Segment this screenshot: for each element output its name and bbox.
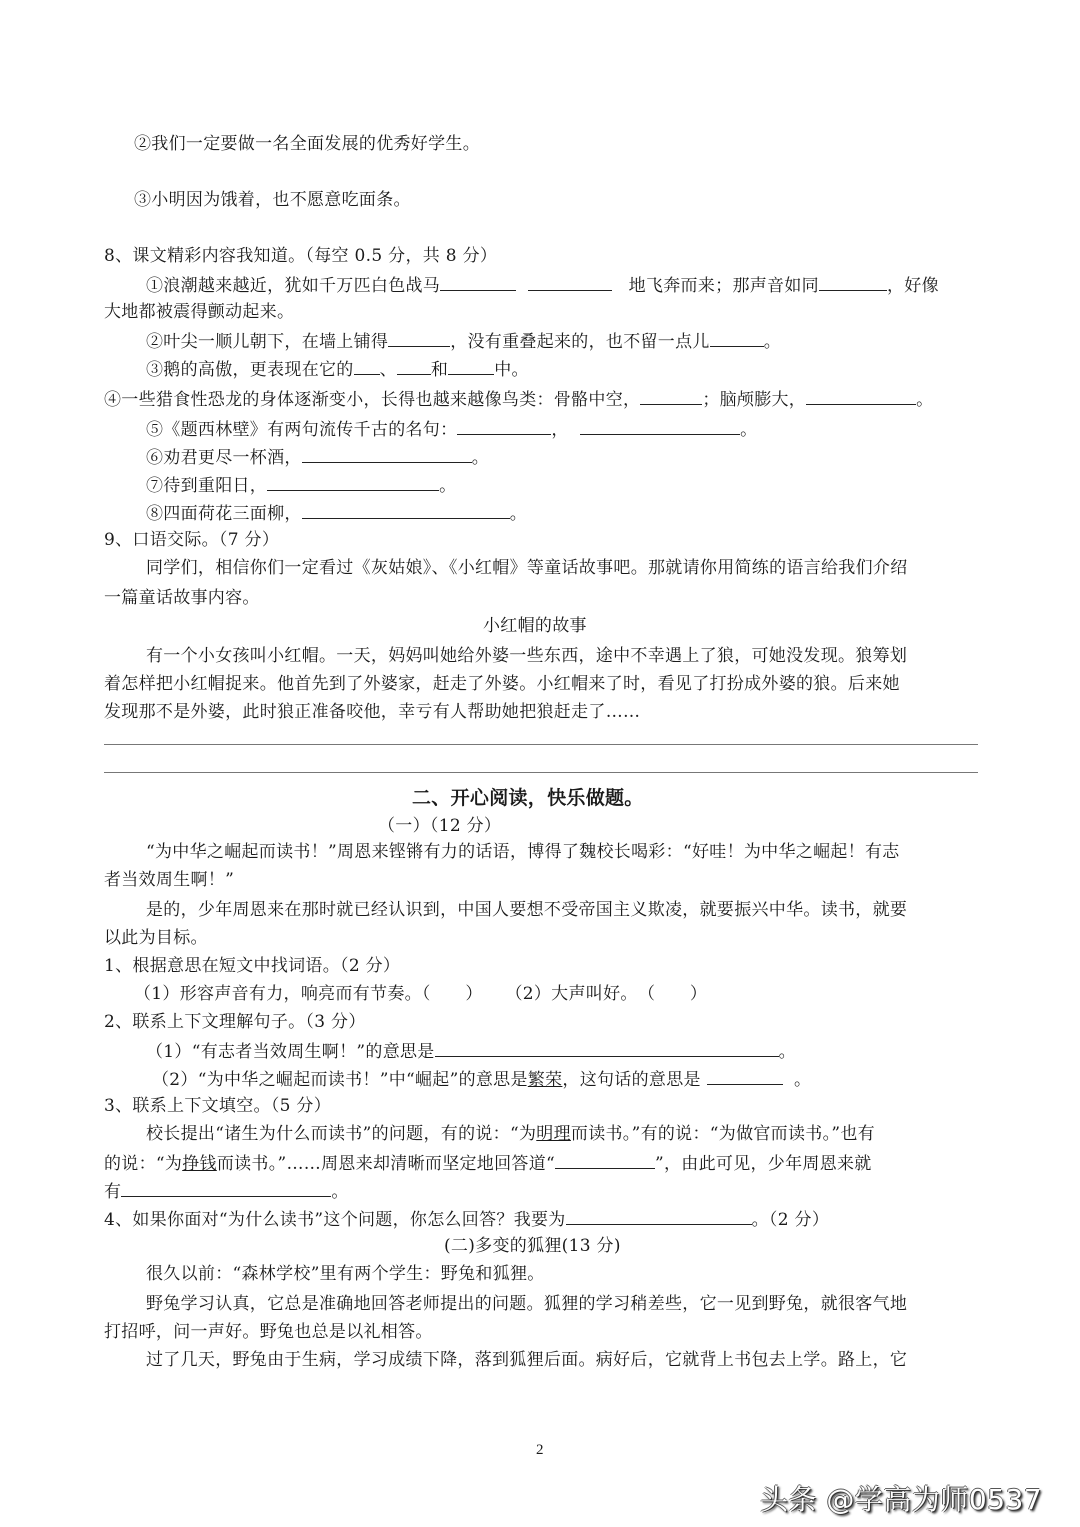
s2-q3-line-1-text-a: 校长提出“诸生为什么而读书”的问题，有的说：“为 (146, 1124, 537, 1144)
q8-item-7-text-a: ⑦待到重阳日， (146, 476, 268, 496)
passage-1-line-4: 以此为目标。 (104, 928, 208, 948)
q8-item-4-text-a: ④一些猎食性恐龙的身体逐渐变小，长得也越来越像鸟类：骨骼中空， (104, 390, 641, 410)
answer-blank[interactable] (580, 416, 740, 435)
q8-item-6-text-a: ⑥劝君更尽一杯酒， (146, 448, 302, 468)
answer-line[interactable] (104, 772, 978, 773)
answer-blank[interactable] (448, 356, 494, 375)
s2-q2-item-1-end: 。 (778, 1042, 796, 1062)
q8-item-1 (146, 272, 939, 298)
q9-prompt-line-2: 一篇童话故事内容。 (104, 588, 260, 608)
q8-item-1-cont: 大地都被震得颤动起来。 (104, 302, 295, 322)
part-2-title: (二)多变的狐狸(13 分) (444, 1236, 621, 1256)
q8-item-2-text-a: ②叶尖一顺儿朝下，在墙上铺得 (146, 332, 389, 352)
s2-q1-items (134, 982, 707, 1006)
story-line-3: 发现那不是外婆，此时狼正准备咬他，幸亏有人帮助她把狼赶走了…… (104, 702, 641, 722)
q8-item-6 (146, 444, 489, 470)
s2-q3-line-2-text-c: ”，由此可见，少年周恩来就 (655, 1154, 872, 1174)
s2-q3-line-3 (104, 1178, 349, 1204)
underlined-word: 明理 (536, 1124, 571, 1144)
underlined-word: 挣钱 (182, 1154, 217, 1174)
story-title: 小红帽的故事 (483, 616, 587, 636)
q8-item-5-text-c: 。 (740, 420, 758, 440)
q8-item-2-text-c: 。 (763, 332, 782, 352)
s2-q1-item-2: （2）大声叫好。 （ ） (505, 984, 708, 1004)
answer-blank[interactable] (528, 272, 612, 291)
s2-q3-line-2-text-a: 的说：“为 (104, 1154, 183, 1174)
s2-q2-title: 2、联系上下文理解句子。（3 分） (104, 1012, 366, 1032)
passage-1-line-3: 是的，少年周恩来在那时就已经认识到，中国人要想不受帝国主义欺凌，就要振兴中华。读书，就要 (146, 900, 908, 920)
q8-item-5 (146, 416, 757, 442)
answer-blank[interactable] (388, 328, 450, 347)
q8-item-4-text-b: ；脑颅膨大， (702, 390, 807, 410)
answer-blank[interactable] (121, 1178, 331, 1197)
passage-2-line-3: 打招呼，问一声好。野兔也总是以礼相答。 (104, 1322, 433, 1342)
q8-item-8-text-b: 。 (509, 504, 528, 524)
q8-item-3 (146, 356, 529, 382)
answer-blank[interactable] (457, 416, 551, 435)
passage-2-line-4: 过了几天，野兔由于生病，学习成绩下降，落到狐狸后面。病好后，它就背上书包去上学。路上，它 (146, 1350, 908, 1370)
answer-blank[interactable] (555, 1150, 655, 1169)
q9-title: 9、口语交际。（7 分） (104, 530, 280, 550)
s2-q4 (104, 1206, 829, 1232)
page-number: 2 (536, 1442, 544, 1458)
q8-item-1-text-c: ，好像 (886, 276, 939, 296)
q8-item-7 (146, 472, 456, 498)
q8-item-8-text-a: ⑧四面荷花三面柳， (146, 504, 302, 524)
answer-blank[interactable] (435, 1038, 779, 1057)
s2-q1-item-1: （1）形容声音有力，响亮而有节奏。（ ） (134, 984, 483, 1004)
q8-item-4-text-c: 。 (916, 390, 934, 410)
answer-blank[interactable] (354, 356, 380, 375)
q8-item-3-text-c: 和 (430, 360, 449, 380)
underlined-word: 繁荣 (527, 1070, 563, 1090)
answer-blank[interactable] (440, 272, 516, 291)
q8-item-1-text-a: ①浪潮越来越近，犹如千万匹白色战马 (146, 276, 441, 296)
s2-q1-title: 1、根据意思在短文中找词语。（2 分） (104, 956, 401, 976)
s2-q2-item-2-text-a: （2）“为中华之崛起而读书！”中“崛起”的意思是 (152, 1070, 528, 1090)
s2-q3-line-3-text-b: 。 (331, 1182, 349, 1202)
answer-blank[interactable] (566, 1206, 752, 1225)
watermark: 头条 @学高为师0537 (760, 1483, 1043, 1516)
answer-blank[interactable] (707, 1066, 783, 1085)
q8-item-3-text-d: 中。 (494, 360, 529, 380)
q8-item-6-text-b: 。 (471, 448, 490, 468)
section-2-title: 二、开心阅读，快乐做题。 (412, 787, 644, 809)
s2-q4-text-a: 4、如果你面对“为什么读书”这个问题，你怎么回答？我要为 (104, 1210, 566, 1230)
answer-blank[interactable] (710, 328, 764, 347)
q8-item-2 (146, 328, 781, 354)
answer-line[interactable] (104, 744, 978, 745)
q8-item-5-text-a: ⑤《题西林壁》有两句流传千古的名句： (146, 420, 458, 440)
s2-q3-line-1-text-b: 而读书。”有的说：“为做官而读书。”也有 (570, 1124, 875, 1144)
answer-blank[interactable] (806, 386, 916, 405)
s2-q2-item-2-end: 。 (793, 1070, 812, 1090)
s2-q3-line-1 (146, 1122, 875, 1146)
sentence-item-3: ③小明因为饿着，也不愿意吃面条。 (134, 190, 411, 210)
s2-q2-item-2 (152, 1066, 811, 1092)
s2-q3-line-2-text-b: 而读书。”……周恩来却清晰而坚定地回答道“ (216, 1154, 555, 1174)
passage-1-line-1: “为中华之崛起而读书！”周恩来铿锵有力的话语，博得了魏校长喝彩：“好哇！为中华之崛起！有志 (146, 842, 900, 862)
passage-2-line-2: 野兔学习认真，它总是准确地回答老师提出的问题。狐狸的学习稍差些，它一见到野兔，就很客气地 (146, 1294, 908, 1314)
q8-item-4 (104, 386, 933, 412)
answer-blank[interactable] (397, 356, 431, 375)
s2-q2-item-2-text-b: ，这句话的意思是 (562, 1070, 701, 1090)
story-line-2: 着怎样把小红帽捉来。他首先到了外婆家，赶走了外婆。小红帽来了时，看见了打扮成外婆的狼。后来她 (104, 674, 900, 694)
s2-q3-line-2 (104, 1150, 872, 1176)
q8-item-8 (146, 500, 527, 526)
q8-item-3-text-a: ③鹅的高傲，更表现在它的 (146, 360, 354, 380)
answer-blank[interactable] (819, 272, 887, 291)
q8-item-5-text-b: ， (551, 420, 569, 440)
passage-2-line-1: 很久以前：“森林学校”里有两个学生：野兔和狐狸。 (146, 1264, 545, 1284)
part-1-title: （一）（12 分） (378, 816, 502, 836)
s2-q2-item-1 (146, 1038, 796, 1064)
q8-title: 8、课文精彩内容我知道。（每空 0.5 分，共 8 分） (104, 246, 498, 266)
answer-blank[interactable] (640, 386, 702, 405)
answer-blank[interactable] (302, 444, 472, 463)
answer-blank[interactable] (302, 500, 510, 519)
story-line-1: 有一个小女孩叫小红帽。一天，妈妈叫她给外婆一些东西，途中不幸遇上了狼，可她没发现。狼筹划 (146, 646, 908, 666)
s2-q4-text-b: 。（2 分） (751, 1210, 830, 1230)
sentence-item-2: ②我们一定要做一名全面发展的优秀好学生。 (134, 134, 480, 154)
s2-q2-item-1-text: （1）“有志者当效周生啊！”的意思是 (146, 1042, 435, 1062)
s2-q3-line-3-text-a: 有 (104, 1182, 122, 1202)
q9-prompt-line-1: 同学们，相信你们一定看过《灰姑娘》、《小红帽》等童话故事吧。那就请你用简练的语言给我们介绍 (146, 558, 908, 578)
s2-q3-title: 3、联系上下文填空。（5 分） (104, 1096, 332, 1116)
answer-blank[interactable] (267, 472, 439, 491)
passage-1-line-2: 者当效周生啊！” (104, 870, 235, 890)
q8-item-2-text-b: ，没有重叠起来的，也不留一点儿 (450, 332, 710, 352)
q8-item-3-text-b: 、 (379, 360, 397, 380)
q8-item-1-text-b: 地飞奔而来；那声音如同 (628, 276, 819, 296)
q8-item-7-text-b: 。 (439, 476, 457, 496)
